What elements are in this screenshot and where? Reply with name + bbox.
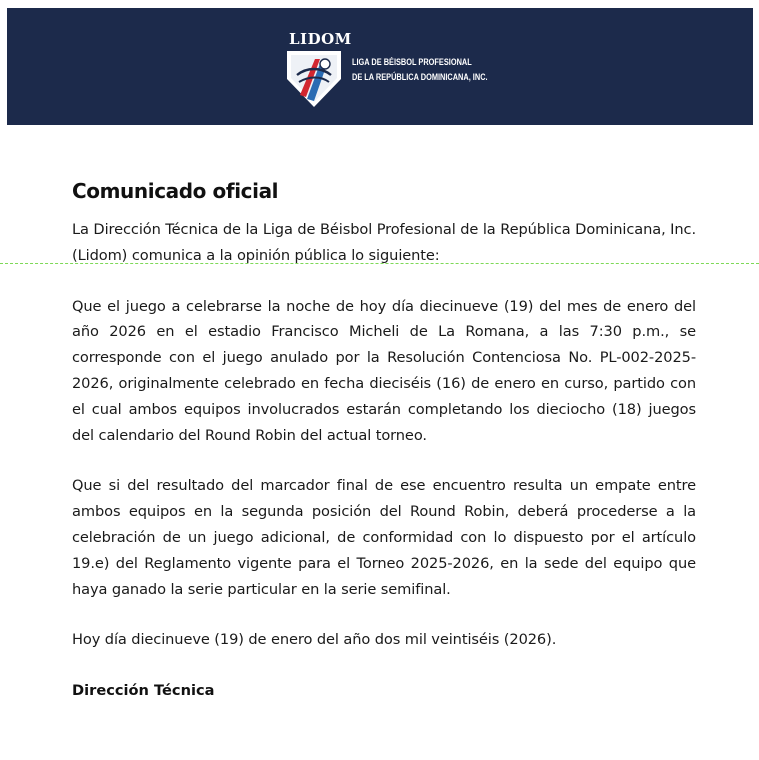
- paragraph-game-schedule: Que el juego a celebrarse la noche de hoy día diecinueve (19) del mes de enero del año 2026 en el estadio Francisco Micheli de La Romana, a las 7:30 p.m., se corresponde con el juego anulado por la Resolución Contenciosa No. PL-002-2025-2026, originalmente celebrado en fecha dieciséis (16) de enero en curso, partido con el cual ambos equipos involucrados estarán completando los dieciocho (18) juegos del calendario del Round Robin del actual torneo.: [72, 297, 696, 444]
- document-body: [72, 176, 696, 699]
- paragraph-date: Hoy día diecinueve (19) de enero del año dos mil veintiséis (2026).: [72, 631, 557, 649]
- league-name-line-1: LIGA DE BÉISBOL PROFESIONAL: [352, 57, 472, 67]
- paragraph-tiebreak: Que si del resultado del marcador final de ese encuentro resulta un empate entre ambos equipos en la segunda posición del Round Robin, deberá procederse a la celebración de un juego adicional, de conformidad con lo dispuesto por el artículo 19.e) del Reglamento vigente para el Torneo 2025-2026, en la sede del equipo que haya ganado la serie particular en la serie semifinal.: [72, 477, 696, 598]
- logo-wordmark: LIDOM: [289, 30, 352, 48]
- paragraph-intro: La Dirección Técnica de la Liga de Béisbol Profesional de la República Dominicana, Inc. (Lidom) comunica a la opinión pública lo siguiente:: [72, 221, 696, 264]
- league-name: [352, 55, 488, 85]
- header-banner: [7, 8, 753, 125]
- lidom-logo: [281, 30, 491, 106]
- league-name-line-2: DE LA REPÚBLICA DOMINICANA, INC.: [352, 72, 488, 82]
- signature: Dirección Técnica: [72, 682, 215, 700]
- baseball-shield-icon: [285, 49, 343, 109]
- page-title: Comunicado oficial: [72, 179, 279, 203]
